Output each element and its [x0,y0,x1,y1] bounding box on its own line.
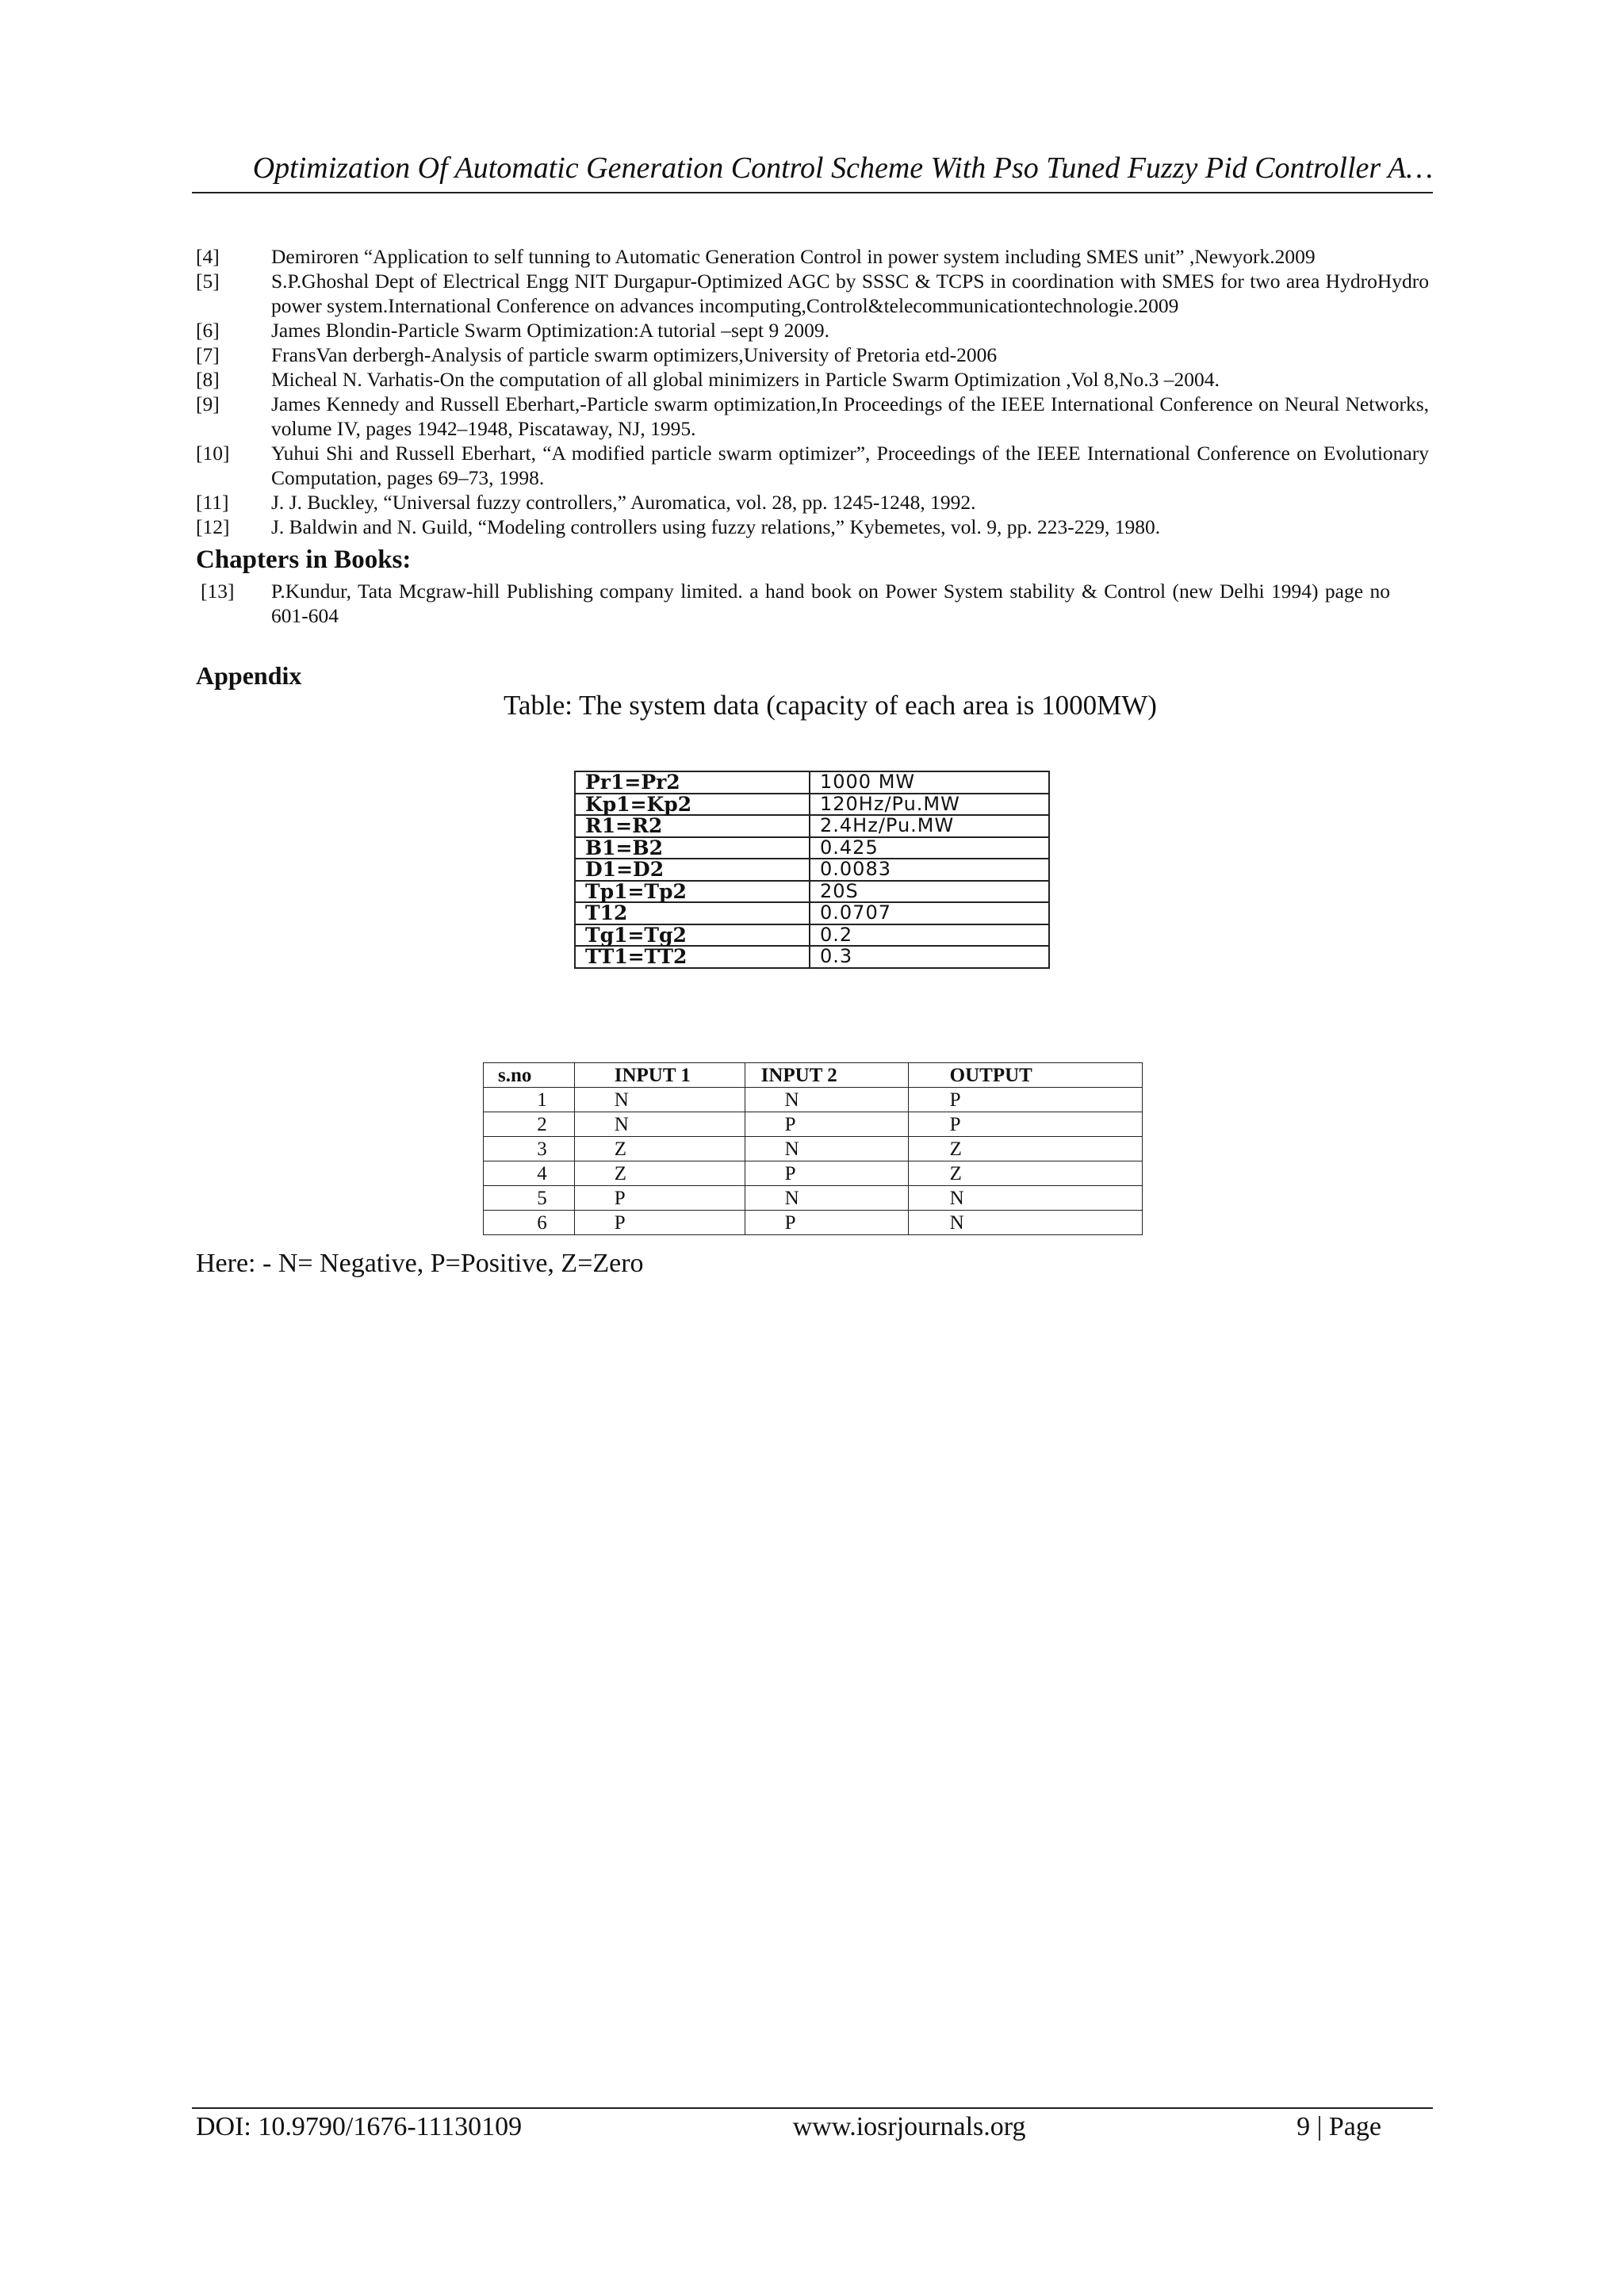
table-cell: N [574,1112,745,1137]
param-cell: Pr1=Pr2 [575,771,810,794]
value-cell: 120Hz/Pu.MW [810,794,1049,816]
column-header: INPUT 1 [574,1063,745,1088]
chapter-reference-item [201,579,1390,628]
fuzzy-rule-table [483,1062,1143,1235]
table-header-row [484,1063,1143,1088]
website-link[interactable]: www.iosrjournals.org [792,2112,1026,2141]
reference-item [196,490,1429,515]
doi-text: DOI: 10.9790/1676-11130109 [196,2112,523,2141]
table-cell: P [574,1211,745,1235]
reference-item [196,318,1429,342]
table-cell: N [745,1088,908,1112]
table-cell: N [574,1088,745,1112]
chapters-heading: Chapters in Books: [196,545,412,574]
table-row [575,794,1049,816]
param-cell: Kp1=Kp2 [575,794,810,816]
table-cell: Z [908,1137,1142,1161]
table-cell: Z [908,1161,1142,1186]
legend-note: Here: - N= Negative, P=Positive, Z=Zero [196,1249,644,1278]
param-cell: Tp1=Tp2 [575,881,810,903]
table-row [484,1112,1143,1137]
table-row [575,859,1049,881]
value-cell: 1000 MW [810,771,1049,794]
reference-number: [6] [196,319,220,342]
reference-number: [10] [196,442,230,465]
reference-list [196,244,1429,539]
reference-item [196,244,1429,269]
reference-text: Micheal N. Varhatis-On the computation of all global minimizers in Particle Swarm Optimization ,Vol 8,No.3 –2004. [271,368,1220,391]
table-row [484,1137,1143,1161]
table-cell: Z [574,1161,745,1186]
table-caption: Table: The system data (capacity of each area is 1000MW) [504,690,1157,721]
table-row [575,924,1049,947]
table-cell: P [745,1112,908,1137]
table-row [575,946,1049,968]
reference-item [196,367,1429,392]
column-header: INPUT 2 [745,1063,908,1088]
value-cell: 0.425 [810,837,1049,859]
value-cell: 0.0083 [810,859,1049,881]
column-header: s.no [484,1063,575,1088]
table-cell: 6 [484,1211,575,1235]
value-cell: 0.0707 [810,902,1049,924]
reference-item [196,269,1429,318]
table-cell: P [574,1186,745,1211]
param-cell: R1=R2 [575,815,810,837]
page-number: 9 | Page [1297,2112,1381,2141]
reference-item [196,342,1429,367]
reference-number: [8] [196,368,220,391]
param-cell: T12 [575,902,810,924]
reference-text: James Blondin-Particle Swarm Optimization:A tutorial –sept 9 2009. [271,319,829,342]
param-cell: B1=B2 [575,837,810,859]
table-cell: N [908,1211,1142,1235]
reference-number: [12] [196,515,230,538]
running-header: Optimization Of Automatic Generation Control Scheme With Pso Tuned Fuzzy Pid Controller A… [252,151,1433,185]
table-row [484,1211,1143,1235]
table-row [484,1186,1143,1211]
value-cell: 0.3 [810,946,1049,968]
reference-item [196,441,1429,490]
system-data-table [574,771,1050,969]
value-cell: 20S [810,881,1049,903]
value-cell: 0.2 [810,924,1049,947]
reference-text: Yuhui Shi and Russell Eberhart, “A modified particle swarm optimizer”, Proceedings of the IEEE International Conference on Evolutionary Computation, pages 69–73, 1998. [271,442,1429,489]
reference-number: [11] [196,491,229,514]
reference-text: Demiroren “Application to self tunning to Automatic Generation Control in power system including SMES unit” ,Newyork.2009 [271,245,1316,268]
page-footer [196,2112,1381,2142]
reference-number: [13] [201,580,235,603]
table-cell: 4 [484,1161,575,1186]
table-row [484,1161,1143,1186]
param-cell: D1=D2 [575,859,810,881]
reference-text: J. Baldwin and N. Guild, “Modeling controllers using fuzzy relations,” Kybemetes, vol. 9, pp. 223-229, 1980. [271,515,1161,538]
reference-number: [9] [196,392,220,415]
reference-text: S.P.Ghoshal Dept of Electrical Engg NIT Durgapur-Optimized AGC by SSSC & TCPS in coordination with SMES for two area HydroHydro power system.International Conference on advances incomputing,Control&telecommunicationtechnologie.2009 [271,270,1429,317]
reference-number: [5] [196,270,220,293]
table-row [575,902,1049,924]
header-rule [192,192,1433,193]
table-cell: 1 [484,1088,575,1112]
reference-text: FransVan derbergh-Analysis of particle swarm optimizers,University of Pretoria etd-2006 [271,343,998,366]
reference-item [196,515,1429,539]
reference-number: [4] [196,245,220,268]
table-cell: 3 [484,1137,575,1161]
appendix-heading: Appendix [196,661,302,690]
table-cell: 2 [484,1112,575,1137]
table-row [575,881,1049,903]
table-cell: N [745,1137,908,1161]
column-header: OUTPUT [908,1063,1142,1088]
table-row [575,771,1049,794]
reference-text: James Kennedy and Russell Eberhart,-Particle swarm optimization,In Proceedings of the IEEE International Conference on Neural Networks, volume IV, pages 1942–1948, Piscataway, NJ, 1995. [271,392,1429,440]
param-cell: TT1=TT2 [575,946,810,968]
table-cell: N [745,1186,908,1211]
table-cell: P [908,1088,1142,1112]
table-row [484,1088,1143,1112]
table-cell: P [745,1161,908,1186]
table-cell: 5 [484,1186,575,1211]
table-cell: P [908,1112,1142,1137]
reference-number: [7] [196,343,220,366]
footer-rule [192,2107,1433,2109]
reference-text: J. J. Buckley, “Universal fuzzy controllers,” Auromatica, vol. 28, pp. 1245-1248, 1992. [271,491,976,514]
table-cell: N [908,1186,1142,1211]
param-cell: Tg1=Tg2 [575,924,810,947]
reference-text: P.Kundur, Tata Mcgraw-hill Publishing company limited. a hand book on Power System stability & Control (new Delhi 1994) page no 601-604 [271,580,1390,627]
reference-item [196,392,1429,441]
table-row [575,815,1049,837]
table-cell: Z [574,1137,745,1161]
table-cell: P [745,1211,908,1235]
table-row [575,837,1049,859]
value-cell: 2.4Hz/Pu.MW [810,815,1049,837]
